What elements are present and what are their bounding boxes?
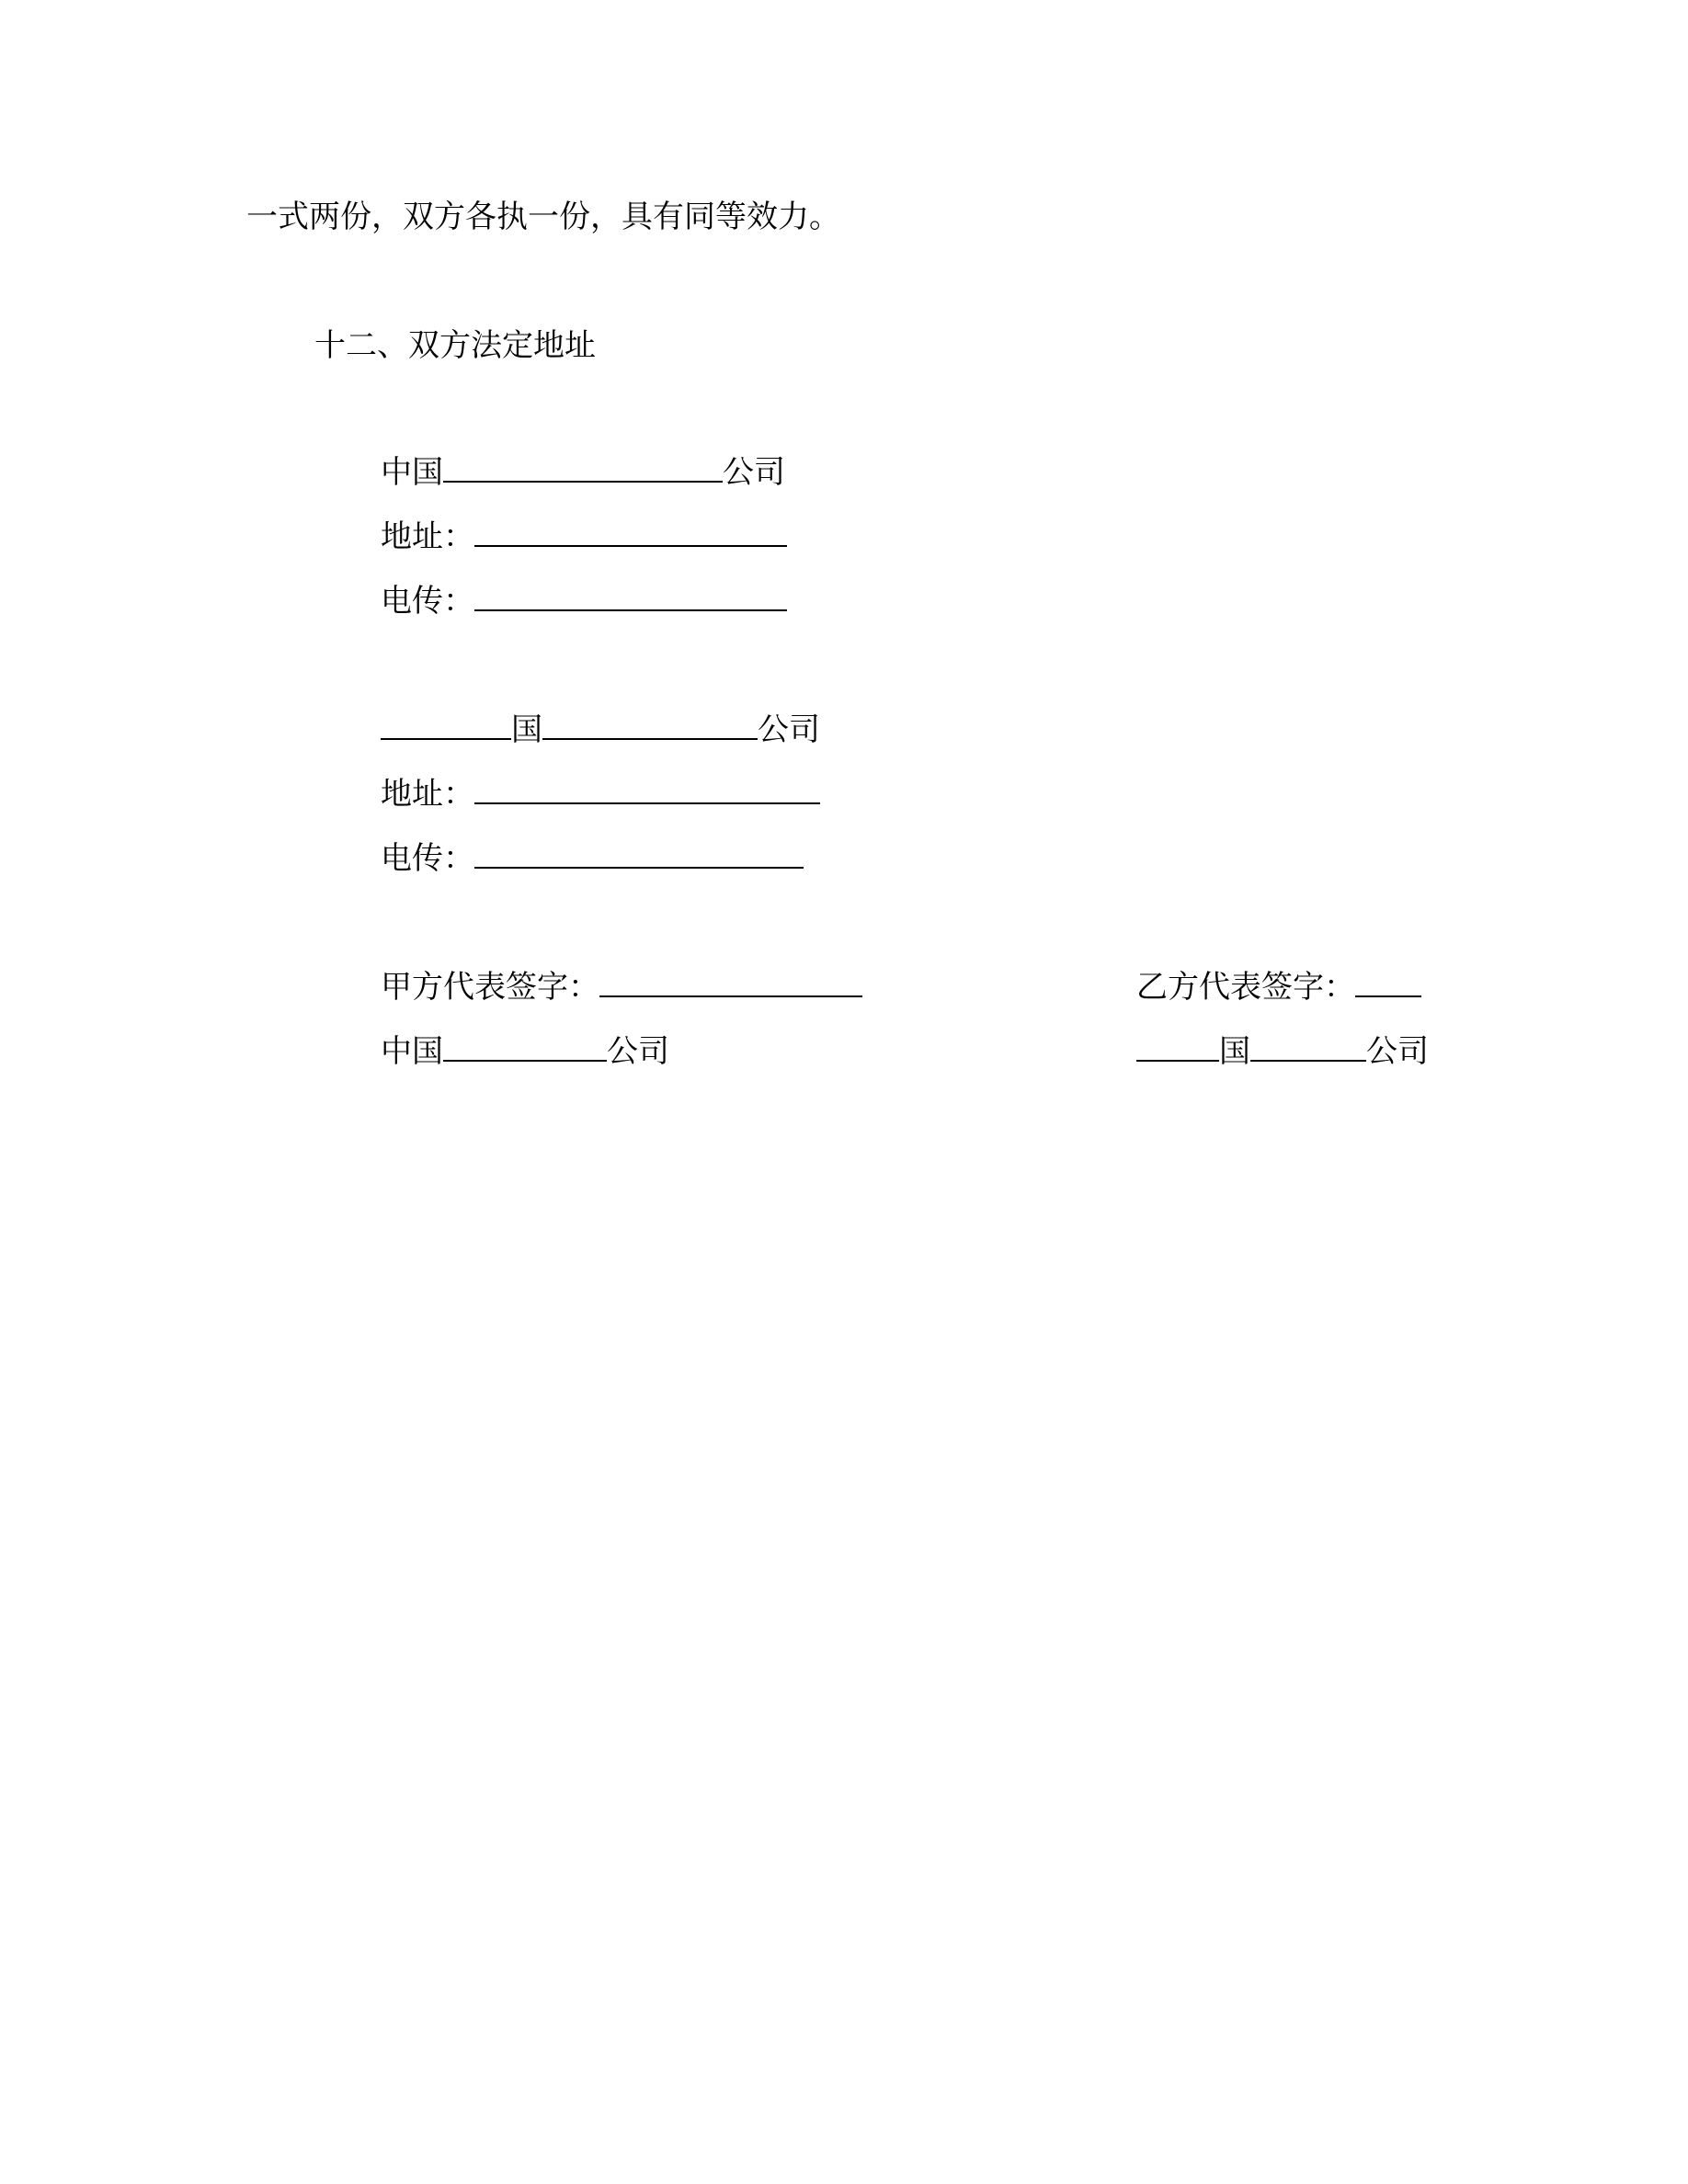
party-a-signature-company-line	[381, 1031, 669, 1072]
party-a-company-line	[381, 452, 785, 493]
party-b-fax-blank[interactable]	[474, 839, 804, 869]
party-a-company-suffix: 公司	[723, 454, 785, 491]
party-b-company-blank[interactable]	[542, 711, 758, 740]
party-b-signature-country-blank[interactable]	[1136, 1032, 1219, 1062]
party-b-signature-label: 乙方代表签字：	[1136, 969, 1355, 1006]
party-b-address-label: 地址：	[381, 776, 474, 813]
continuation-text	[246, 197, 840, 237]
party-a-signature-blank[interactable]	[599, 968, 862, 997]
party-a-signature-company-blank[interactable]	[443, 1032, 607, 1062]
section-heading	[314, 325, 596, 366]
party-b-signature-company-blank[interactable]	[1250, 1032, 1366, 1062]
party-b-fax-line	[381, 838, 804, 879]
party-a-fax-line	[381, 581, 787, 621]
party-b-signature-company-suffix: 公司	[1366, 1033, 1429, 1070]
party-b-fax-label: 电传：	[381, 840, 474, 877]
party-b-signature-country-suffix: 国	[1219, 1033, 1250, 1070]
party-b-country-suffix: 国	[511, 711, 542, 748]
party-a-fax-blank[interactable]	[474, 582, 787, 611]
party-b-address-line	[381, 774, 820, 814]
party-b-signature-line	[1136, 967, 1421, 1007]
party-a-fax-label: 电传：	[381, 583, 474, 620]
party-a-address-blank[interactable]	[474, 518, 787, 547]
section-heading-text: 十二、双方法定地址	[314, 327, 596, 364]
party-a-signature-company-suffix: 公司	[607, 1033, 669, 1070]
party-a-company-prefix: 中国	[381, 454, 443, 491]
party-a-signature-label: 甲方代表签字：	[381, 969, 599, 1006]
party-a-address-label: 地址：	[381, 518, 474, 555]
party-a-company-blank[interactable]	[443, 453, 723, 483]
party-a-address-line	[381, 517, 787, 557]
party-b-company-suffix: 公司	[758, 711, 820, 748]
party-b-country-blank[interactable]	[381, 711, 511, 740]
party-b-address-blank[interactable]	[474, 775, 820, 804]
party-b-signature-company-line	[1136, 1031, 1429, 1072]
party-a-signature-line	[381, 967, 862, 1007]
party-b-signature-blank[interactable]	[1355, 968, 1421, 997]
continuation-text-content: 一式两份，双方各执一份，具有同等效力。	[246, 199, 840, 235]
party-a-signature-company-prefix: 中国	[381, 1033, 443, 1070]
party-b-company-line	[381, 710, 820, 750]
